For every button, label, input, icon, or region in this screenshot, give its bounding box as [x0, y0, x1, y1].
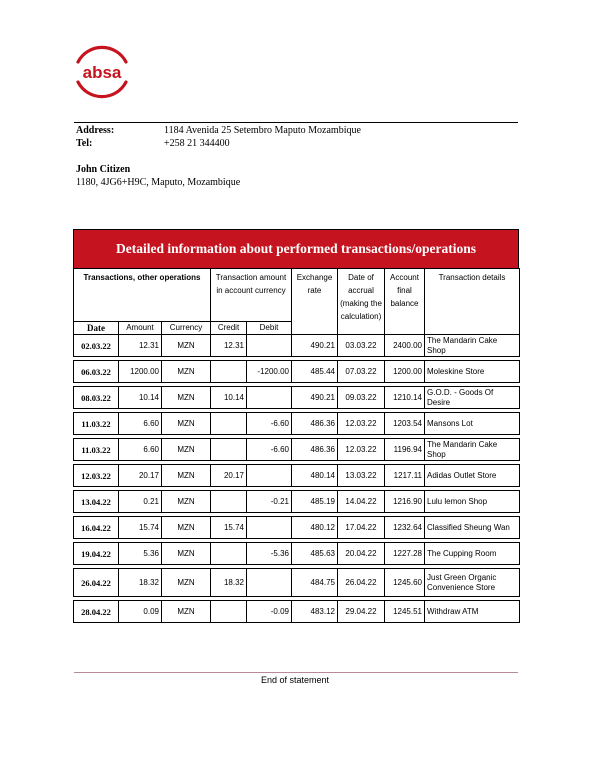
- cell-currency: MZN: [162, 361, 211, 383]
- cell-details: The Mandarin Cake Shop: [425, 335, 520, 357]
- cell-credit: [211, 543, 247, 565]
- cell-credit: [211, 491, 247, 513]
- cell-final-balance: 1210.14: [385, 387, 425, 409]
- header-date: Date: [74, 322, 119, 335]
- cell-amount: 18.32: [119, 569, 162, 597]
- cell-accrual-date: 07.03.22: [338, 361, 385, 383]
- cell-exchange-rate: 485.63: [292, 543, 338, 565]
- cell-final-balance: 2400.00: [385, 335, 425, 357]
- cell-date: 26.04.22: [74, 569, 119, 597]
- cell-accrual-date: 29.04.22: [338, 601, 385, 623]
- header-details: Transaction details: [425, 269, 520, 335]
- cell-accrual-date: 12.03.22: [338, 439, 385, 461]
- cell-date: 13.04.22: [74, 491, 119, 513]
- table-row: [74, 335, 520, 357]
- header-currency: Currency: [162, 322, 211, 335]
- cell-exchange-rate: 480.14: [292, 465, 338, 487]
- cell-details: G.O.D. - Goods Of Desire: [425, 387, 520, 409]
- cell-date: 02.03.22: [74, 335, 119, 357]
- cell-credit: [211, 601, 247, 623]
- cell-final-balance: 1196.94: [385, 439, 425, 461]
- cell-date: 19.04.22: [74, 543, 119, 565]
- customer-address: 1180, 4JG6+H9C, Maputo, Mozambique: [76, 177, 241, 188]
- tel-label: Tel:: [76, 138, 93, 149]
- cell-final-balance: 1217.11: [385, 465, 425, 487]
- customer-name: John Citizen: [76, 164, 131, 175]
- cell-exchange-rate: 480.12: [292, 517, 338, 539]
- cell-amount: 0.09: [119, 601, 162, 623]
- cell-currency: MZN: [162, 465, 211, 487]
- table-row: [74, 543, 520, 565]
- header-date-of-accrual: Date of accrual (making the calculation): [338, 269, 385, 335]
- header-final-balance: Account final balance: [385, 269, 425, 335]
- transactions-section: [73, 229, 519, 623]
- cell-details: Just Green Organic Convenience Store: [425, 569, 520, 597]
- table-row: [74, 439, 520, 461]
- cell-debit: [247, 465, 292, 487]
- cell-final-balance: 1232.64: [385, 517, 425, 539]
- table-row: [74, 465, 520, 487]
- cell-details: Lulu lemon Shop: [425, 491, 520, 513]
- address-value: 1184 Avenida 25 Setembro Maputo Mozambique: [164, 125, 361, 136]
- cell-credit: 18.32: [211, 569, 247, 597]
- cell-amount: 15.74: [119, 517, 162, 539]
- cell-credit: [211, 413, 247, 435]
- address-rule: [74, 122, 518, 123]
- tel-value: +258 21 344400: [164, 138, 230, 149]
- cell-amount: 10.14: [119, 387, 162, 409]
- table-row: [74, 387, 520, 409]
- cell-amount: 6.60: [119, 413, 162, 435]
- footer-rule: [74, 672, 518, 673]
- table-row: [74, 601, 520, 623]
- cell-credit: 10.14: [211, 387, 247, 409]
- cell-debit: [247, 335, 292, 357]
- cell-details: Adidas Outlet Store: [425, 465, 520, 487]
- header-exchange-rate: Exchange rate: [292, 269, 338, 335]
- cell-accrual-date: 03.03.22: [338, 335, 385, 357]
- cell-exchange-rate: 486.36: [292, 439, 338, 461]
- cell-exchange-rate: 483.12: [292, 601, 338, 623]
- header-debit: Debit: [247, 322, 292, 335]
- table-row: [74, 413, 520, 435]
- cell-exchange-rate: 486.36: [292, 413, 338, 435]
- cell-debit: [247, 387, 292, 409]
- cell-final-balance: 1200.00: [385, 361, 425, 383]
- table-title: Detailed information about performed transactions/operations: [73, 229, 519, 268]
- cell-amount: 20.17: [119, 465, 162, 487]
- cell-accrual-date: 17.04.22: [338, 517, 385, 539]
- header-credit: Credit: [211, 322, 247, 335]
- cell-exchange-rate: 484.75: [292, 569, 338, 597]
- cell-amount: 5.36: [119, 543, 162, 565]
- cell-details: The Cupping Room: [425, 543, 520, 565]
- cell-currency: MZN: [162, 543, 211, 565]
- cell-exchange-rate: 485.19: [292, 491, 338, 513]
- cell-final-balance: 1203.54: [385, 413, 425, 435]
- cell-currency: MZN: [162, 517, 211, 539]
- cell-accrual-date: 09.03.22: [338, 387, 385, 409]
- cell-currency: MZN: [162, 491, 211, 513]
- cell-date: 16.04.22: [74, 517, 119, 539]
- absa-logo: [68, 42, 136, 102]
- cell-currency: MZN: [162, 569, 211, 597]
- cell-final-balance: 1245.60: [385, 569, 425, 597]
- transactions-table: [73, 268, 520, 623]
- cell-debit: -5.36: [247, 543, 292, 565]
- cell-debit: -6.60: [247, 413, 292, 435]
- cell-accrual-date: 12.03.22: [338, 413, 385, 435]
- cell-exchange-rate: 490.21: [292, 335, 338, 357]
- cell-debit: -1200.00: [247, 361, 292, 383]
- cell-currency: MZN: [162, 439, 211, 461]
- address-label: Address:: [76, 125, 115, 136]
- cell-final-balance: 1227.28: [385, 543, 425, 565]
- svg-text:absa: absa: [82, 63, 122, 82]
- cell-accrual-date: 13.03.22: [338, 465, 385, 487]
- cell-currency: MZN: [162, 387, 211, 409]
- cell-accrual-date: 26.04.22: [338, 569, 385, 597]
- cell-credit: 12.31: [211, 335, 247, 357]
- cell-debit: -0.09: [247, 601, 292, 623]
- cell-currency: MZN: [162, 601, 211, 623]
- header-transactions-group: Transactions, other operations: [74, 269, 211, 322]
- cell-accrual-date: 20.04.22: [338, 543, 385, 565]
- cell-date: 11.03.22: [74, 439, 119, 461]
- cell-credit: [211, 439, 247, 461]
- end-of-statement: End of statement: [260, 675, 330, 685]
- cell-details: Moleskine Store: [425, 361, 520, 383]
- cell-amount: 0.21: [119, 491, 162, 513]
- cell-details: Withdraw ATM: [425, 601, 520, 623]
- table-row: [74, 517, 520, 539]
- cell-details: Classified Sheung Wan: [425, 517, 520, 539]
- cell-exchange-rate: 490.21: [292, 387, 338, 409]
- cell-amount: 1200.00: [119, 361, 162, 383]
- cell-debit: [247, 569, 292, 597]
- cell-date: 28.04.22: [74, 601, 119, 623]
- cell-date: 12.03.22: [74, 465, 119, 487]
- cell-details: The Mandarin Cake Shop: [425, 439, 520, 461]
- cell-date: 11.03.22: [74, 413, 119, 435]
- cell-details: Mansons Lot: [425, 413, 520, 435]
- cell-exchange-rate: 485.44: [292, 361, 338, 383]
- cell-debit: [247, 517, 292, 539]
- header-amount-in-currency: Transaction amount in account currency: [211, 269, 292, 322]
- cell-credit: 15.74: [211, 517, 247, 539]
- cell-final-balance: 1245.51: [385, 601, 425, 623]
- table-row: [74, 491, 520, 513]
- cell-currency: MZN: [162, 335, 211, 357]
- cell-credit: 20.17: [211, 465, 247, 487]
- cell-amount: 6.60: [119, 439, 162, 461]
- table-row: [74, 569, 520, 597]
- cell-accrual-date: 14.04.22: [338, 491, 385, 513]
- table-row: [74, 361, 520, 383]
- cell-date: 06.03.22: [74, 361, 119, 383]
- cell-date: 08.03.22: [74, 387, 119, 409]
- cell-amount: 12.31: [119, 335, 162, 357]
- cell-debit: -6.60: [247, 439, 292, 461]
- cell-debit: -0.21: [247, 491, 292, 513]
- header-amount: Amount: [119, 322, 162, 335]
- cell-final-balance: 1216.90: [385, 491, 425, 513]
- cell-currency: MZN: [162, 413, 211, 435]
- cell-credit: [211, 361, 247, 383]
